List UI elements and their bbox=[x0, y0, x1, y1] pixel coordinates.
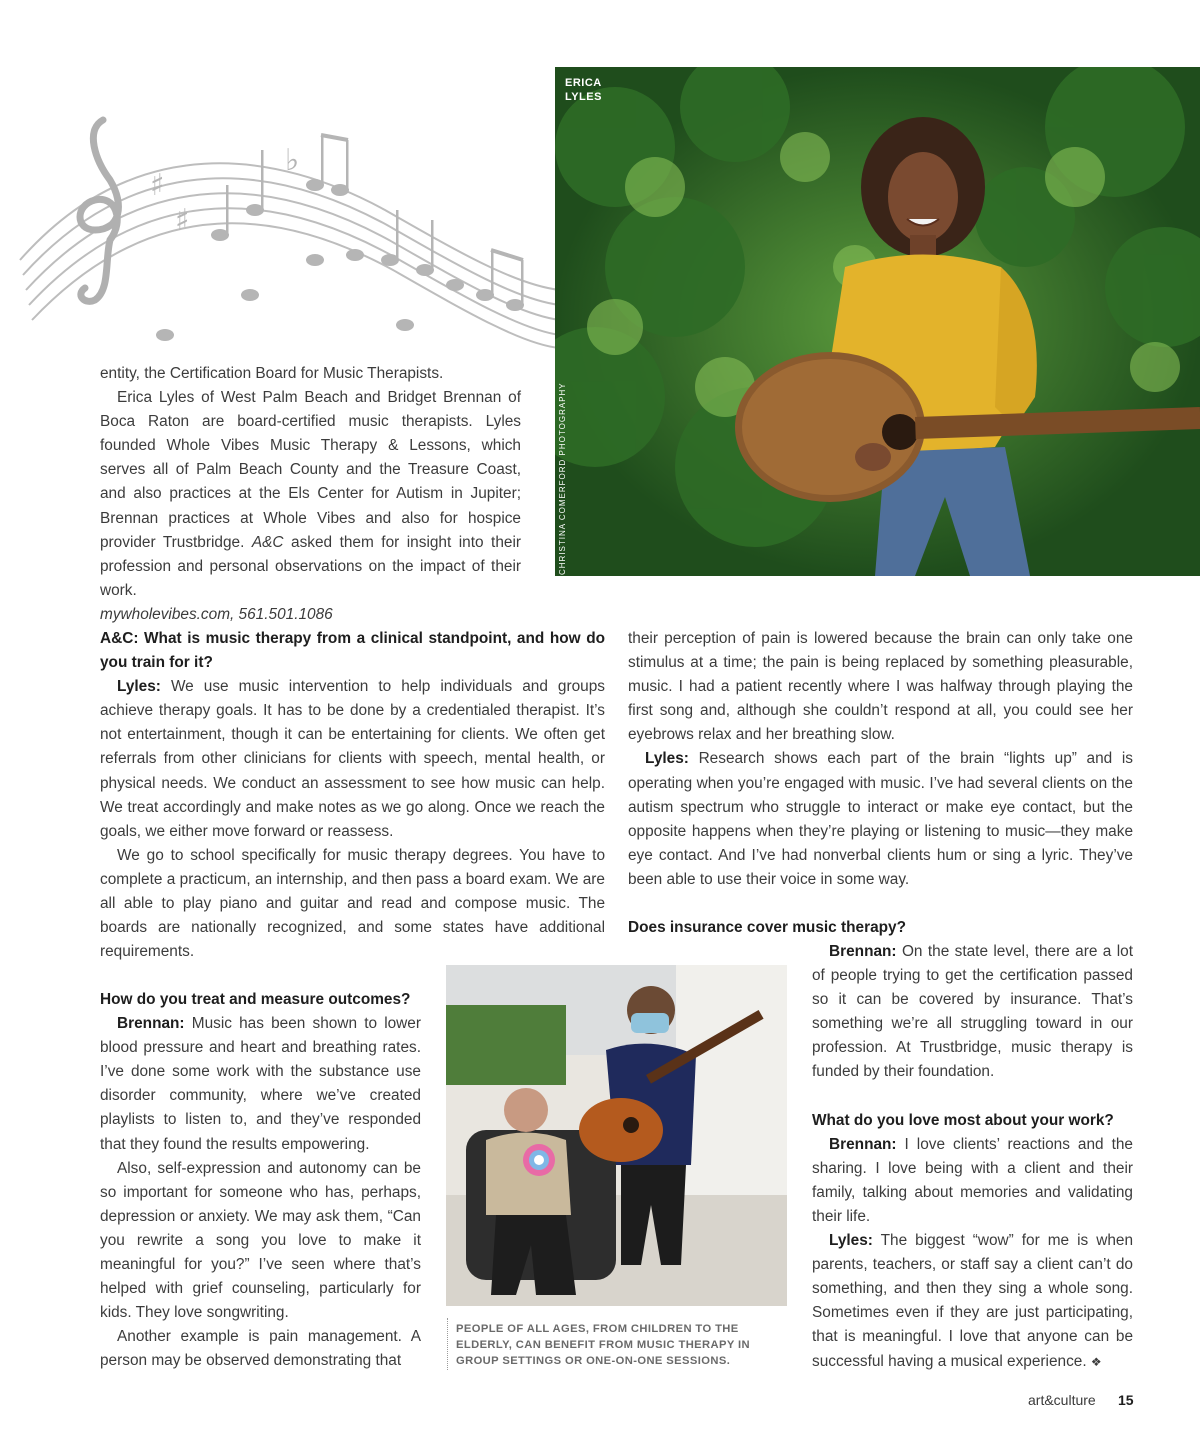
svg-text:♭: ♭ bbox=[285, 143, 300, 178]
photo-label bbox=[565, 76, 602, 104]
end-mark-icon: ❖ bbox=[1090, 1354, 1102, 1369]
photo-therapy-session bbox=[446, 965, 787, 1306]
answer-3: Brennan: On the state level, there are a lot of people trying to get the certification passed so it can be covered by insurance. That’s something we’re all struggling toward in our profession. At Trustbridge, music therapy is funded by their foundation. bbox=[812, 943, 1133, 1081]
page-number: 15 bbox=[1118, 1392, 1134, 1408]
right-column bbox=[628, 627, 1133, 940]
right-paragraph-1: their perception of pain is lowered because the brain can only take one stimulus at a time; the pain is being replaced by something pleasurable, music. I had a patient recently where I was halfway through playing the first song and, although she couldn’t respond at all, you could see her eyebrows relax and her breathing slow. bbox=[628, 630, 1133, 744]
answer-1: Lyles: We use music intervention to help individuals and groups achieve therapy goals. It has to be done by a credentialed therapist. It’s not entertainment, though it can be entertaining for clients. We often get referrals from other clinicians for clients with speech, mental health, or physical needs. We conduct an assessment to see how music can help. We treat accordingly and make notes as we go along. Once we reach the goals, we either move forward or reassess. bbox=[100, 678, 605, 840]
intro-text bbox=[100, 362, 521, 627]
svg-text:♯: ♯ bbox=[150, 168, 165, 203]
left-column bbox=[100, 627, 605, 964]
answer-2-pain: Another example is pain management. A person may be observed demonstrating that bbox=[100, 1328, 421, 1370]
photo-erica-lyles bbox=[555, 67, 1200, 576]
question-2: How do you treat and measure outcomes? bbox=[100, 991, 411, 1008]
right-narrow-column bbox=[812, 940, 1133, 1374]
photo-caption: PEOPLE OF ALL AGES, FROM CHILDREN TO THE ELDERLY, CAN BENEFIT FROM MUSIC THERAPY IN GROUP SETTINGS OR ONE-ON-ONE SESSIONS. bbox=[456, 1323, 751, 1367]
question-3: Does insurance cover music therapy? bbox=[628, 919, 906, 937]
intro-paragraph-1: entity, the Certification Board for Music Therapists. bbox=[100, 365, 444, 382]
answer-2: Brennan: Music has been shown to lower blood pressure and heart and breathing rates. I’ve done some work with the substance use disorder community, where we’ve created playlists to listen to, and they’ve responded that they found the results empowering. bbox=[100, 1015, 421, 1153]
right-paragraph-2: Lyles: Research shows each part of the brain “lights up” and is operating when you’re engaged with music. I’ve had several clients on the autism spectrum who struggle to interact or make eye contact, but the opposite happens when they’re playing or listening to music—they make eye contact. And I’ve had nonverbal clients hum or sing a lyric. They’ve been able to use their voice in some way. bbox=[628, 750, 1133, 888]
photo-label-line1: ERICA bbox=[565, 77, 602, 89]
intro-paragraph-2: Erica Lyles of West Palm Beach and Bridget Brennan of Boca Raton are board-certified music therapists. Lyles founded Whole Vibes Music Therapy & Lessons, which serves all of Palm Beach County and the Treasure Coast, and also practices at the Els Center for Autism in Jupiter; Brennan practices at Whole Vibes and also for hospice provider Trustbridge. A&C asked them for insight into their profession and personal observations on the impact of their work. bbox=[100, 389, 521, 599]
caption-rule bbox=[447, 1318, 448, 1370]
music-staff-illustration bbox=[15, 90, 560, 350]
question-4: What do you love most about your work? bbox=[812, 1111, 1114, 1129]
contact-link[interactable]: mywholevibes.com, 561.501.1086 bbox=[100, 605, 333, 623]
svg-text:♯: ♯ bbox=[175, 203, 190, 238]
answer-2-continued: Also, self-expression and autonomy can be so important for someone who has, perhaps, depression or anxiety. We may ask them, “Can you rewrite a song you love to make it meaningful for you?” I’ve seen where that’s helped with grief counseling, particularly for kids. They love songwriting. bbox=[100, 1159, 421, 1322]
left-narrow-column bbox=[100, 988, 421, 1374]
photo-credit: CHRISTINA COMERFORD PHOTOGRAPHY bbox=[558, 382, 567, 575]
answer-4: Brennan: I love clients’ reactions and the sharing. I love being with a client and their family, talking about memories and validating their life. bbox=[812, 1135, 1133, 1225]
photo-label-line2: LYLES bbox=[565, 91, 602, 103]
footer-section-name: art&culture bbox=[1028, 1392, 1096, 1408]
answer-1-continued: We go to school specifically for music therapy degrees. You have to complete a practicum, an internship, and then pass a board exam. We are all able to play piano and guitar and read and compose music. The boards are nationally recognized, and some states have additional requirements. bbox=[100, 846, 605, 961]
answer-5: Lyles: The biggest “wow” for me is when parents, teachers, or staff say a client can’t do something, and then they sing a whole song. Sometimes even if they are just participating, that is meaningful. I love that anyone can be successful having a musical experience. ❖ bbox=[812, 1232, 1133, 1370]
question-1: A&C: What is music therapy from a clinical standpoint, and how do you train for it? bbox=[100, 630, 605, 672]
